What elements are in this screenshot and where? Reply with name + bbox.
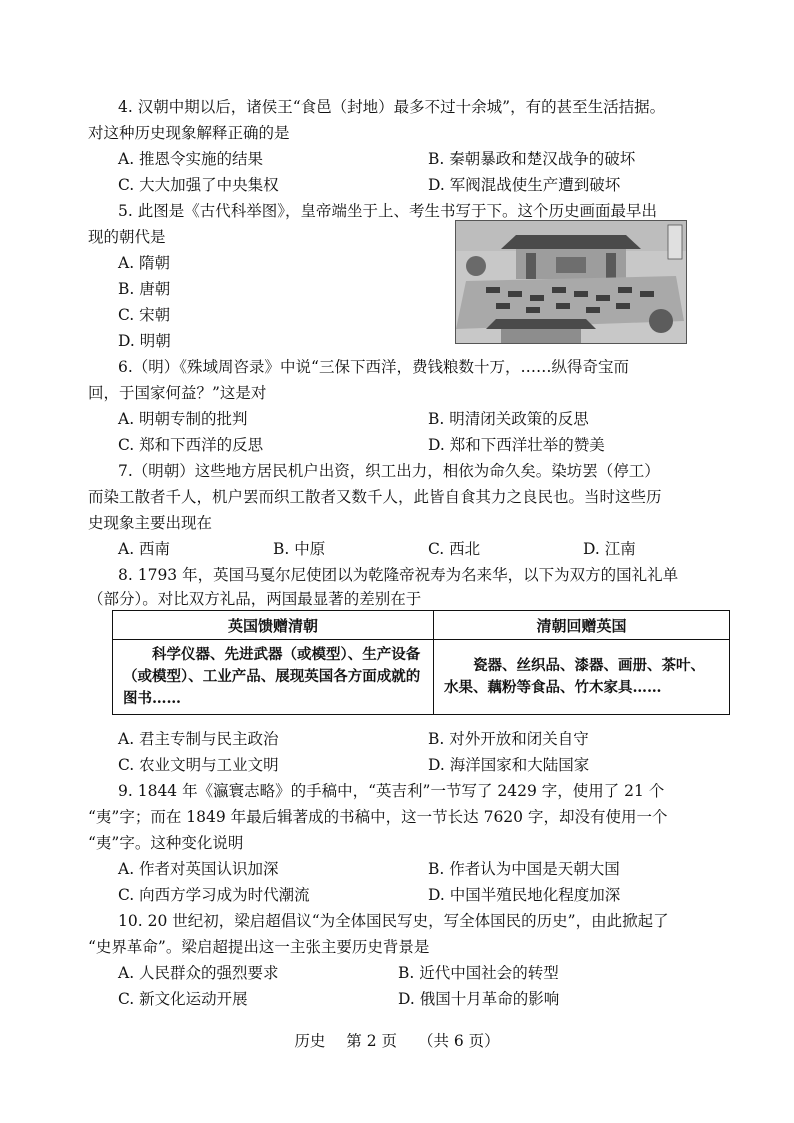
table-row (113, 640, 730, 715)
q4-option-b: B. 秦朝暴政和楚汉战争的破坏 (428, 150, 636, 168)
q7-stem-line-2: 而染工散者千人，机户罢而织工散者又数千人，此皆自食其力之良民也。当时这些历 (88, 488, 662, 506)
q4-stem-line-2: 对这种历史现象解释正确的是 (88, 124, 290, 142)
q9-stem-line-2: “夷”字；而在 1849 年最后辑著成的书稿中，这一节长达 7620 字，却没有使用一个 (88, 808, 668, 826)
q6-option-d: D. 郑和下西洋壮举的赞美 (428, 436, 605, 454)
q8-stem-line-1: 8. 1793 年，英国马戛尔尼使团以为乾隆帝祝寿为名来华，以下为双方的国礼礼单 (118, 566, 679, 584)
q10-stem-line-2: “史界革命”。梁启超提出这一主张主要历史背景是 (88, 938, 430, 956)
british-gifts-cell: 科学仪器、先进武器（或模型）、生产设备（或模型）、工业产品、展现英国各方面成就的图书…… (113, 640, 434, 715)
q4-option-c: C. 大大加强了中央集权 (118, 176, 279, 194)
table-header-british-gifts: 英国馈赠清朝 (113, 611, 434, 640)
q8-option-b: B. 对外开放和闭关自守 (428, 730, 589, 748)
page-footer (0, 1031, 794, 1051)
q7-stem-line-3: 史现象主要出现在 (88, 514, 213, 532)
q8-stem-line-2: （部分）。对比双方礼品，两国最显著的差别在于 (88, 590, 422, 608)
painting-illustration (456, 221, 686, 343)
q8-option-a: A. 君主专制与民主政治 (118, 730, 279, 748)
imperial-exam-painting (455, 220, 687, 344)
q7-option-c: C. 西北 (428, 540, 481, 558)
q9-option-a: A. 作者对英国认识加深 (118, 860, 279, 878)
footer-subject: 历史 (294, 1032, 326, 1050)
table-header-row (113, 611, 730, 640)
q5-option-b: B. 唐朝 (118, 280, 171, 298)
q7-option-d: D. 江南 (583, 540, 636, 558)
q10-option-d: D. 俄国十月革命的影响 (398, 990, 560, 1008)
q10-option-b: B. 近代中国社会的转型 (398, 964, 559, 982)
qing-gifts-cell: 瓷器、丝织品、漆器、画册、茶叶、水果、藕粉等食品、竹木家具…… (434, 640, 730, 715)
q9-option-d: D. 中国半殖民地化程度加深 (428, 886, 621, 904)
q8-option-d: D. 海洋国家和大陆国家 (428, 756, 590, 774)
q6-option-a: A. 明朝专制的批判 (118, 410, 248, 428)
q6-stem-line-2: 回，于国家何益？”这是对 (88, 384, 267, 402)
q8-option-c: C. 农业文明与工业文明 (118, 756, 279, 774)
q5-option-c: C. 宋朝 (118, 306, 171, 324)
q9-option-b: B. 作者认为中国是天朝大国 (428, 860, 620, 878)
q6-option-c: C. 郑和下西洋的反思 (118, 436, 264, 454)
q6-option-b: B. 明清闭关政策的反思 (428, 410, 589, 428)
q7-stem-line-1: 7.（明朝）这些地方居民机户出资，织工出力，相依为命久矣。染坊罢（停工） (118, 462, 660, 480)
q5-stem-line-1: 5. 此图是《古代科举图》，皇帝端坐于上、考生书写于下。这个历史画面最早出 (118, 202, 657, 220)
q7-option-b: B. 中原 (273, 540, 326, 558)
q9-stem-line-1: 9. 1844 年《瀛寰志略》的手稿中，“英吉利”一节写了 2429 字，使用了 21 个 (118, 782, 665, 800)
table-header-qing-gifts: 清朝回赠英国 (434, 611, 730, 640)
footer-total-pages: （共 6 页） (417, 1032, 500, 1050)
q9-stem-line-3: “夷”字。这种变化说明 (88, 834, 244, 852)
q6-stem-line-1: 6.（明）《殊域周咨录》中说“三保下西洋，费钱粮数十万，……纵得奇宝而 (118, 358, 629, 376)
q7-option-a: A. 西南 (118, 540, 171, 558)
footer-page-number: 第 2 页 (346, 1032, 397, 1050)
q4-option-d: D. 军阀混战使生产遭到破坏 (428, 176, 621, 194)
q9-option-c: C. 向西方学习成为时代潮流 (118, 886, 310, 904)
q10-option-a: A. 人民群众的强烈要求 (118, 964, 279, 982)
gift-list-table (112, 610, 730, 715)
q10-stem-line-1: 10. 20 世纪初，梁启超倡议“为全体国民写史，写全体国民的历史”，由此掀起了 (118, 912, 669, 930)
q4-option-a: A. 推恩令实施的结果 (118, 150, 264, 168)
q10-option-c: C. 新文化运动开展 (118, 990, 248, 1008)
q5-option-d: D. 明朝 (118, 332, 171, 350)
q4-stem-line-1: 4. 汉朝中期以后，诸侯王“食邑（封地）最多不过十余城”，有的甚至生活拮据。 (118, 98, 666, 116)
q5-option-a: A. 隋朝 (118, 254, 171, 272)
q5-stem-line-2: 现的朝代是 (88, 228, 166, 246)
